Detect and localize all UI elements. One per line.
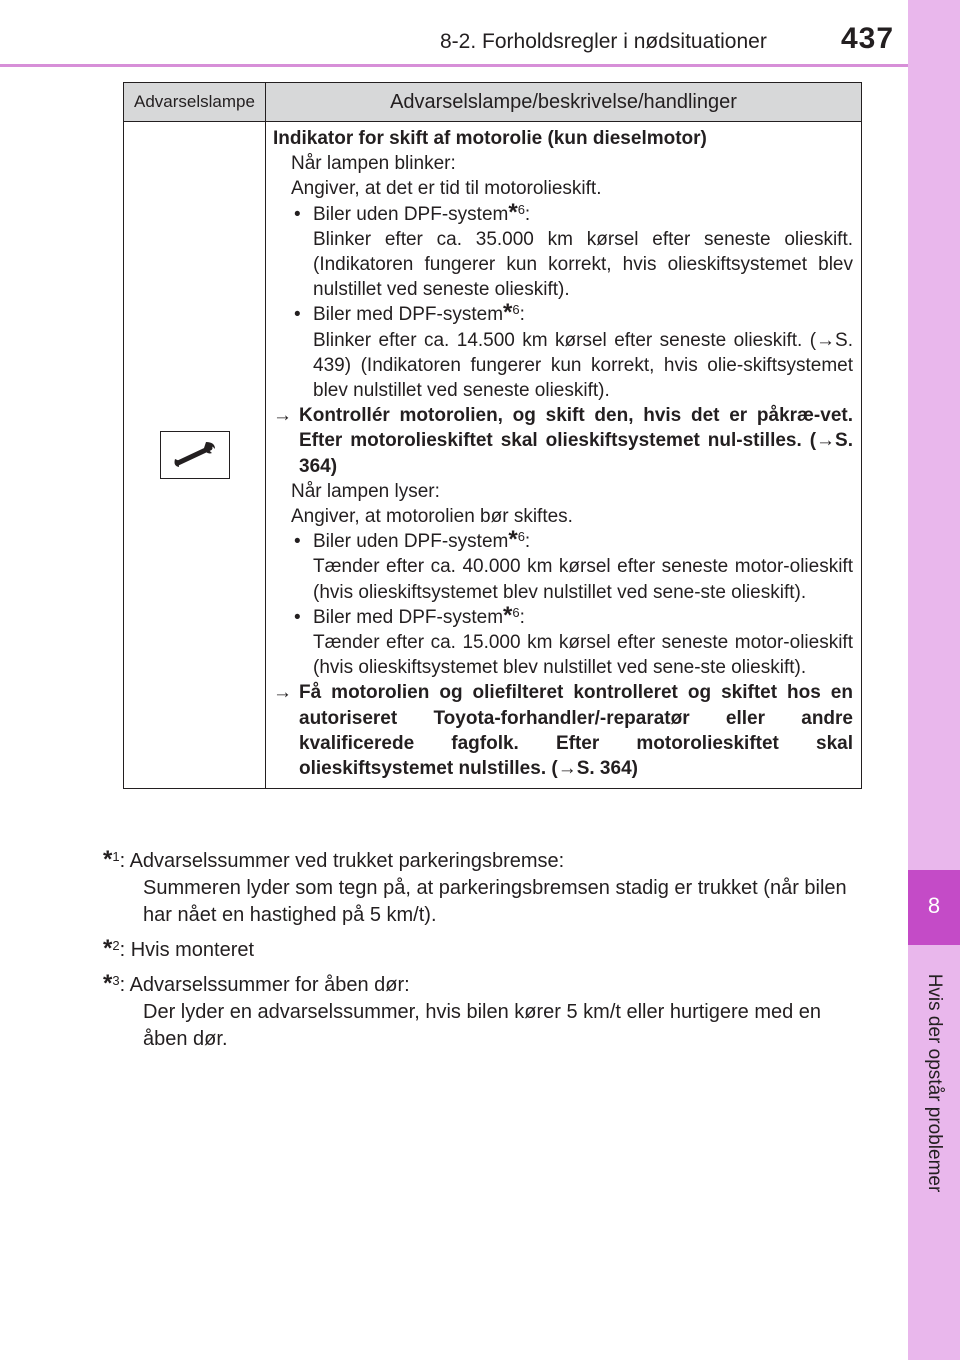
col-header-description: Advarselslampe/beskrivelse/handlinger (266, 83, 862, 122)
header-rule (0, 64, 908, 67)
lit-label: Når lampen lyser: (291, 480, 440, 502)
action-item (273, 403, 853, 479)
section-title: 8-2. Forholdsregler i nødsituationer (440, 30, 767, 53)
table-row (124, 122, 862, 789)
bullet-text: Blinker efter ca. 35.000 km kørsel efter seneste olieskift. (Indikatoren fungerer kun korrekt, hvis olieskiftsystemet blev nulstillet ved seneste olieskift). (313, 228, 853, 301)
footnote: *$^1$: Advarselssummer ved trukket parkeringsbremse: Summeren lyder som tegn på, at parkeringsbremsen stadig er trukket (når bilen har nået en hastighed på 5 km/t). (103, 848, 858, 929)
footnote-ref: 6 (512, 604, 520, 620)
bullet-label: Biler uden DPF-system (313, 203, 509, 225)
blink-label: Når lampen blinker: (291, 153, 456, 175)
footnote-ref: 6 (517, 201, 525, 217)
chapter-number: 8 (927, 893, 941, 918)
footnote-heading: : Advarselssummer ved trukket parkeringsbremse: (119, 850, 565, 872)
footnote-ref: 6 (517, 529, 525, 545)
action-item (273, 680, 853, 781)
bullet-text: Tænder efter ca. 40.000 km kørsel efter seneste motor-olieskift (hvis olieskiftsystemet blev nulstillet ved sene-ste olieskift). (313, 556, 853, 603)
action-text: Få motorolien og oliefilteret kontrolleret og skiftet hos en autoriseret Toyota-forhandler/-reparatør eller andre kvalificerede fagfolk. Efter motorolieskiftet skal olieskiftsystemet nulstilles. (→S. 364) (299, 682, 853, 780)
table-header-row (124, 83, 862, 122)
footnote-text: Summeren lyder som tegn på, at parkeringsbremsen stadig er trukket (når bilen har nået en hastighed på 5 km/t). (143, 877, 847, 926)
col-header-lamp: Advarselslampe (124, 83, 266, 122)
footnote-mark: 3 (112, 973, 120, 988)
blink-description: Angiver, at det er tid til motorolieskift. (291, 178, 602, 200)
footnote-ref: 6 (512, 302, 520, 318)
footnote-heading: : Hvis monteret (119, 939, 255, 961)
list-item: • Biler uden DPF-system*$^6$: (294, 198, 531, 226)
bullet-label: Biler uden DPF-system (313, 531, 509, 553)
bullet-label: Biler med DPF-system (313, 304, 504, 326)
bullet-text: Tænder efter ca. 15.000 km kørsel efter seneste motor-olieskift (hvis olieskiftsystemet blev nulstillet ved sene-ste olieskift). (313, 632, 853, 679)
arrow-icon: → (273, 682, 292, 704)
footnote: *$^2$: Hvis monteret (103, 935, 255, 962)
description-cell (266, 122, 862, 789)
lamp-cell (124, 122, 266, 789)
side-tab-top (908, 0, 960, 870)
footnote-mark: 2 (112, 938, 120, 953)
list-item: • Biler uden DPF-system*$^6$: (294, 526, 531, 554)
footnote-text: Der lyder en advarselssummer, hvis bilen kører 5 km/t eller hurtigere med en åben dør. (143, 1001, 822, 1050)
warning-light-table (123, 82, 862, 789)
bullet-text: Blinker efter ca. 14.500 km kørsel efter seneste olieskift. (→S. 439) (Indikatoren fungerer kun korrekt, hvis olie-skiftsystemet blev nulstillet ved seneste olieskift). (313, 329, 853, 402)
footnote-mark: 1 (112, 849, 120, 864)
wrench-icon (160, 431, 230, 479)
list-item: • Biler med DPF-system*$^6$: (294, 299, 525, 327)
bullet-label: Biler med DPF-system (313, 606, 504, 628)
page-number: 437 (841, 22, 895, 55)
action-text: Kontrollér motorolien, og skift den, hvis det er påkræ-vet. Efter motorolieskiftet skal olieskiftsystemet nul-stilles. (→S. 364) (299, 405, 853, 477)
footnote: *$^3$: Advarselssummer for åben dør: Der lyder en advarselssummer, hvis bilen kører 5 km/t eller hurtigere med en åben dør. (103, 972, 858, 1053)
lit-description: Angiver, at motorolien bør skiftes. (291, 506, 573, 528)
arrow-icon: → (273, 405, 292, 427)
indicator-title: Indikator for skift af motorolie (kun dieselmotor) (273, 128, 707, 149)
list-item: • Biler med DPF-system*$^6$: (294, 601, 525, 629)
footnote-heading: : Advarselssummer for åben dør: (119, 974, 410, 996)
footnotes (103, 848, 858, 1061)
chapter-label: Hvis der opstår problemer (924, 973, 945, 1193)
